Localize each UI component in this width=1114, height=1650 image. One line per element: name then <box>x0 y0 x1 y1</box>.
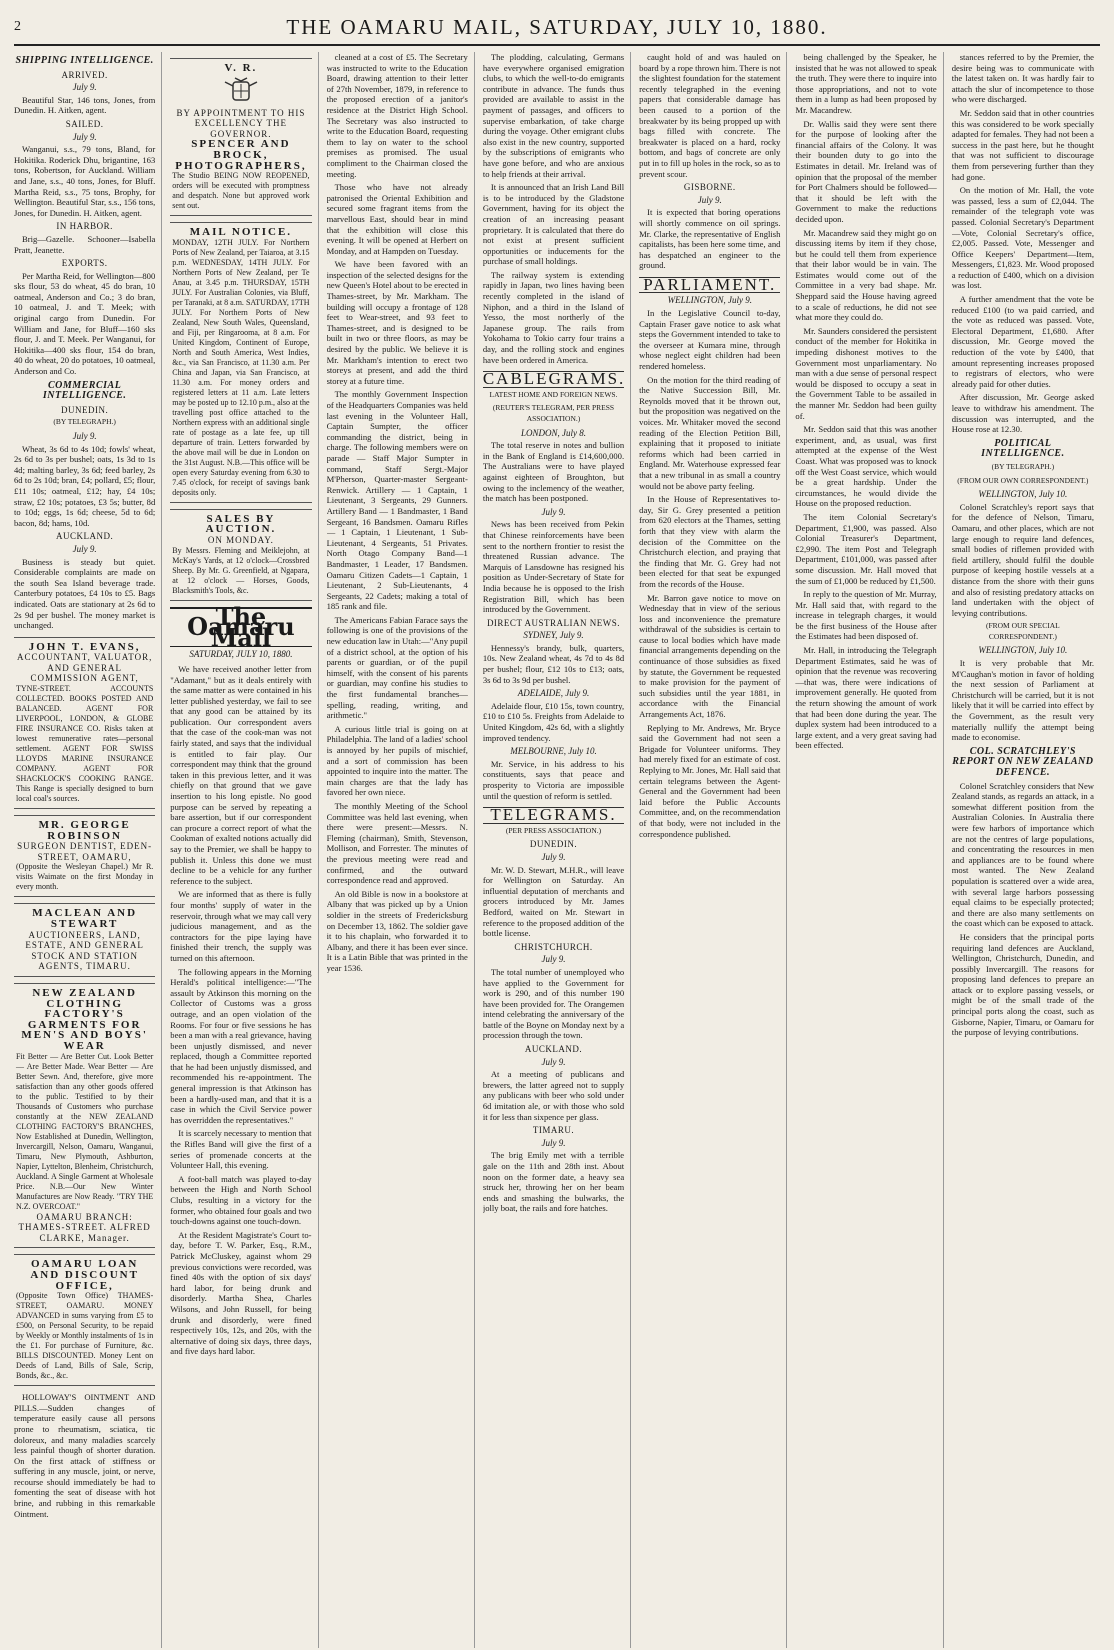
columns <box>14 52 1100 1648</box>
paragraph: Wanganui, s.s., 79 tons, Bland, for Hokitika. Roderick Dhu, brigantine, 163 tons, Robertson, for Auckland. William and Jane, s.s., 40 tons, Jones, for Bluff. Martha Reid, s.s., 75 tons, Brophy, for Wellington. Beautiful Star, s.s., 156 tons, Jones, for Dunedin. H. Aitken, agent. <box>14 144 156 218</box>
dateline: LONDON, July 8. <box>520 427 586 438</box>
subhead: TIMARU. <box>532 1125 575 1136</box>
masthead-date: SATURDAY, JULY 10, 1880. <box>189 649 293 660</box>
section-title: POLITICAL INTELLIGENCE. <box>981 437 1065 460</box>
advertisement <box>14 903 155 977</box>
advertisement <box>14 1254 155 1386</box>
byline: (PER PRESS ASSOCIATION.) <box>505 825 602 835</box>
dateline: SYDNEY, July 9. <box>523 630 584 641</box>
dateline: July 9. <box>72 543 97 554</box>
paragraph: In the Legislative Council to-day, Captain Fraser gave notice to ask what steps the Government intended to take to the overseer at Kumara mine, through whose neglect eight children had been rendered homeless. <box>639 308 781 372</box>
dateline: July 9. <box>72 131 97 142</box>
subheading: LATEST HOME AND FOREIGN NEWS. <box>489 389 618 399</box>
byline: (FROM OUR OWN CORRESPONDENT.) <box>957 475 1089 485</box>
advertisement <box>14 983 155 1248</box>
dateline: July 9. <box>541 506 566 517</box>
ad-body: By Messrs. Fleming and Meiklejohn, at McKay's Yards, at 12 o'clock—Crossbred Sheep. By Mr. G. Greenfield, at Ngapara, at 12 o'clock — Horses, Goods, Blacksmith's Tools, &c. <box>172 545 310 595</box>
paragraph: We have been favored with an inspection of the selected designs for the new Queen's Hotel about to be erected in Thames-street, by Mr. Markham. The building will occupy a frontage of 128 feet to Wear-street, and 93 feet to Thames-street, and is designed to be built in two or three floors, as may be desired by the public. We believe it is Mr. Markham's intention to erect two storeys at present, and add the third storey at a future time. <box>326 259 468 386</box>
ad-heading: MAIL NOTICE. <box>189 226 293 239</box>
dateline: July 9. <box>541 954 566 965</box>
paragraph: The Americans Fabian Farace says the following is one of the provisions of the new education law in Utah:—"Any pupil of a district school, at the option of his parents or guardian, or of the pupil himself, with the consent of his parents or guardian, may confine his studies to the first fundamental branches—spelling, reading, writing, and arithmetic." <box>326 614 468 721</box>
paragraph: Mr. Seddon said that in other countries this was considered to be work specially adapted for females. They had not been a success in the past here, but he thought that was not sufficient to discourage them from persevering further than they had gone. <box>951 107 1094 182</box>
paragraph: caught hold of and was hauled on board by a rope thrown him. There is not the slightest foundation for the statement recently telegraphed in the evening papers that considerable damage has been caused to a portion of the breakwater by its being propped up with bags filled with concrete. The breakwater is placed on a hard, rocky bottom, and bags of concrete are only put in to fill up holes in the rock, so as to prevent scour. <box>639 52 781 179</box>
page-title: THE OAMARU MAIL, SATURDAY, JULY 10, 1880. <box>286 14 828 39</box>
paragraph: Mr. Macandrew said they might go on discussing items by item if they chose, but he could tell them from experience that their labor would be in vain. The Estimates would come out of the Committee in a very bad shape. Mr. Sheppard said the House having agreed to a scale of reductions, he did not see what more they could do. <box>795 227 937 323</box>
dateline: July 9. <box>697 194 722 205</box>
paragraph: The total number of unemployed who have applied to the Government for work is 290, and of this number 190 have been provided for. The Orangemen intend celebrating the anniversary of the battle of the Boyne on Monday next by a procession through the town. <box>482 966 625 1041</box>
ad-subheading: AUCTIONEERS, LAND, ESTATE, AND GENERAL STOCK AND STATION AGENTS, TIMARU. <box>25 929 144 972</box>
paragraph: At a meeting of publicans and brewers, the latter agreed not to supply any publicans with beer who sold under 6d imitation ale, or with those who sold it for less than sixpence per glass. <box>482 1069 625 1122</box>
paragraph: Adelaide flour, £10 15s, town country, £10 to £10 5s. Freights from Adelaide to United Kingdom, 42s 6d, with a slightly improved tendency. <box>482 700 625 743</box>
paragraph: stances referred to by the Premier, the desire being was to communicate with the latest taken on. It was hardly fair to attach the slur of incompetence to those who were discharged. <box>951 52 1094 105</box>
section-title: CABLEGRAMS. <box>482 369 626 389</box>
column-7 <box>952 52 1100 1648</box>
paragraph: Hennessy's brandy, bulk, quarters, 10s. New Zealand wheat, 4s 7d to 4s 8d per bushel; flour, £12 10s to £13; oats, 3s 6d to 3s 9d per bushel. <box>482 642 625 685</box>
column-2 <box>170 52 318 1648</box>
paragraph: being challenged by the Speaker, he insisted that he was not allowed to speak the truth. They were there to inquire into those appropriations, and not to vote them in a lump as had been proposed by Mr. Macandrew. <box>795 52 937 115</box>
byline: (REUTER'S TELEGRAM, PER PRESS ASSOCIATION.) <box>492 403 615 423</box>
ad-subheading: OAMARU BRANCH: THAMES-STREET. ALFRED CLARKE, Manager. <box>18 1211 151 1243</box>
ad-body: (Opposite Town Office) THAMES-STREET, OAMARU. MONEY ADVANCED in sums varying from £5 to £500, on Personal Security, to be repaid by Weekly or Monthly instalments of 1s in the £1. For purchase of Furniture, &c. BILLS DISCOUNTED. Money Lent on Deeds of Land, Bills of Sale, Scrip, Bonds, &c., &c. <box>16 1291 154 1381</box>
byline: (BY TELEGRAPH.) <box>991 461 1055 471</box>
paragraph: Dr. Wallis said they were sent there for the purpose of looking after the financial affairs of the Colony. It was their bounden duty to go into the Estimates in detail. Mr. Ireland was of opinion that the proposal of the member for Port Chalmers should be followed—that it should be left with the Government to make the reductions decided upon. <box>795 118 937 224</box>
paragraph: The plodding, calculating, Germans have everywhere organised emigration clubs, to which the well-to-do emigrants contribute in advance. The funds thus provided are available to assist in the payment of passages, and officers to supervise embarkation, of take charge during the voyage. Other emigrant clubs also exist in the new country, supported by the subscriptions of emigrants who have gone before, and who are anxious to help friends at their arrival. <box>482 52 625 179</box>
section-title: SHIPPING INTELLIGENCE. <box>15 55 154 66</box>
ad-heading: MACLEAN AND STEWART <box>32 907 138 931</box>
paragraph: Business is steady but quiet. Considerable complaints are made on the south Sea Island beverage trade. Canterbury potatoes, £4 10s to £5. Bags indicated. Oats are stationary at 2s 6d to 2s 9d per bushel. The money market is unchanged. <box>14 556 156 631</box>
page-number: 2 <box>14 19 21 34</box>
ad-body: TYNE-STREET. ACCOUNTS COLLECTED. BOOKS POSTED AND BALANCED. AGENT FOR LIVERPOOL, LONDON, & GLOBE FIRE INSURANCE CO. Risks taken at lowest remunerative rates—personal settlement. AGENT FOR SWISS LLOYDS MARINE INSURANCE COMPANY. AGENT FOR SHACKLOCK'S COOKING RANGE. This Range is specially designed to burn local coal's sources. <box>16 684 154 804</box>
royal-crest-icon <box>221 76 261 106</box>
paragraph: Replying to Mr. Andrews, Mr. Bryce said the Government had not seen a Brigade for Volunteer uniforms. They had merely fixed for an estimate of cost. Replying to Mr. Jones, Mr. Hall said that certain telegrams between the Agent-General and the Government had been laid before the Public Accounts Committee, and, on the recommendation of that body, were not included in the correspondence published. <box>639 722 781 839</box>
paragraph: It is scarcely necessary to mention that the Rifles Band will give the first of a series of promenade concerts at the Volunteer Hall, this evening. <box>170 1128 312 1171</box>
paragraph: Colonel Scratchley's report says that for the defence of Nelson, Timaru, Oamaru, and other places, which are not large enough to require land defences, small bodies of riflemen provided with field artillery, should fulfil the double purpose of keeping hostile vessels at a distance from the shore with their guns and also of resisting predatory attacks on land undertaken with the object of levying contributions. <box>951 501 1094 618</box>
advertisement <box>170 509 311 601</box>
subhead: DIRECT AUSTRALIAN NEWS. <box>486 617 621 628</box>
paragraph: In reply to the question of Mr. Murray, Mr. Hall said that, with regard to the increase in telegraph charges, it would be the first business of the House after the Estimates had been disposed of. <box>795 589 937 642</box>
paragraph: News has been received from Pekin that Chinese reinforcements have been sent to the northern frontier to resist the threatened Russian advance. The Marquis of Lansdowne has resigned his position as Under-Secretary of State for India because he is opposed to the Irish Registration Bill, which has been introduced by the Government. <box>482 519 625 615</box>
column-3 <box>327 52 475 1648</box>
dateline: WELLINGTON, July 10. <box>978 645 1068 656</box>
paragraph: The monthly Government Inspection of the Headquarters Companies was held last evening in the Volunteer Hall, Captain Sumpter, the officer commanding the district, being in charge. The following members were on parade — Staff Major Sumpter in command, Staff Sergt.-Major M'Pherson, Quarter-master Sergeant-Renwick. Artillery — 1 Captain, 1 Lieutenant, 3 Sergeants, 29 Gunners. Artillery Band — 1 Bandmaster, 1 Band Sergeant, 16 Bandsmen. Oamaru Rifles — 1 Captain, 1 Lieutenant, 1 Sub-Lieutenant, 4 Sergeants, 51 Privates. North Otago Company Band—1 Bandmaster, 1 Leader, 17 Bandsmen. Oamaru Citizen Cadets—1 Captain, 1 Lieutenant, 2 Sub-Lieutenants, 4 Sergeants, 22 Cadets; making a total of 185 rank and file. <box>326 389 468 612</box>
ad-heading: JOHN T. EVANS, <box>28 640 141 653</box>
paragraph: The item Colonial Secretary's Department, £1,900, was passed. Also Colonial Treasurer's Department, £2,990. The item Post and Telegraph Department, £101,000, was passed after some discussion. Mr. Hall moved that the sum of £1,000 be reduced by £1,500. <box>795 511 937 586</box>
ad-heading: SALES BY AUCTION. <box>205 512 277 536</box>
column-4 <box>483 52 631 1648</box>
paragraph: On the motion of Mr. Hall, the vote was passed, less a sum of £2,044. The remainder of the telegraph vote was passed. Colonial Secretary's Department—Vote, Colonial Secretary's office, £2,005. Passed. Vote, Messenger and Office Keepers' Department—Item, Messengers, £1,823. Mr. Wood proposed a reduction of £400, which on a division was lost. <box>951 185 1094 291</box>
dateline: MELBOURNE, July 10. <box>510 746 597 757</box>
ad-heading: MR. GEORGE ROBINSON <box>38 819 131 842</box>
advertisement <box>170 222 311 503</box>
ad-body: MONDAY, 12TH JULY. For Northern Ports of New Zealand, per Taiaroa, at 3.15 p.m. WEDNESDAY, 14TH JULY. For Northern Ports of New Zealand, per Te Anau, at 3.45 p.m. THURSDAY, 15TH JULY. For Australian Colonies, via Bluff, per Taranaki, at 8 a.m. SATURDAY, 17TH JULY. For Northern Ports of New Zealand, New South Wales, Queensland, and Fiji, per Ringarooma, at 8 a.m. For United Kingdom, Continent of Europe, North and South America, West Indies, &c., via San Francisco, at 11.30 a.m. Per China and Japan, via San Francisco, at 11.30 a.m. For money orders and registered letters at 11 a.m. Late letters may be posted up to 12.10 p.m., also at the travelling post office attached to the Northern express with an additional single rate of postage as a late fee, up till departure of train. Letters forwarded by the above mail will be due in London on the 31st August. N.B.—This office will be open every Saturday evening from 6.30 to 7.45 o'clock, for receipt of savings bank deposits only. <box>172 237 310 497</box>
ad-heading: OAMARU LOAN AND DISCOUNT OFFICE, <box>30 1258 139 1292</box>
dateline: July 9. <box>72 431 97 441</box>
paragraph: We have received another letter from "Adamant," but as it deals entirely with the same matter as were contained in his letter published yesterday, we fail to see that any good can be attained by its publication. Our correspondent avers that the case of the cook-man was not fairly stated, and says that the individual is entitled to fair play. Our correspondent may think that the ground taken in this previous letter, and it was chiefly on that ground that we gave insertion to his long epistle. No good purpose can be served by repeating a bare assertion, but if our correspondent can procure a correct report of what the Cookman of exalted notions actually did say to the Premier, we shall be happy to publish it. Unless this done we must decline to be a vehicle for any further reference to the subject. <box>170 663 312 886</box>
paragraph: Mr. Service, in his address to his constituents, says that peace and prosperity to Victoria are impossible until the question of reform is settled. <box>482 758 625 801</box>
ad-body: Fit Better — Are Better Cut. Look Better — Are Better Made. Wear Better — Are Better Sewn. And, therefore, give more satisfaction than any other goods offered to the public. Testified to by their Thousands of Customers who purchase constantly at the NEW ZEALAND CLOTHING FACTORY'S BRANCHES, Now Established at Dunedin, Wellington, Invercargill, Nelson, Oamaru, Wanganui, Timaru, New Plymouth, Ashburton, Napier, Lyttelton, Blenheim, Christchurch, Auckland. A Single Garment at Wholesale Price. N.B.—Our New Winter Manufactures are Now Ready. "TRY THE N.Z. OVERCOAT." <box>16 1051 154 1211</box>
section-title: PARLIAMENT. <box>639 277 780 294</box>
ad-body: The Studio BEING NOW REOPENED, orders will be executed with promptness and despatch. None but approved work sent out. <box>172 171 310 211</box>
paragraph: Mr. W. D. Stewart, M.H.R., will leave for Wellington on Saturday. An influential deputation of merchants and grocers introduced by Mr. James Bedford, waited on Mr. Stewart in reference to the proposed addition of the bottle license. <box>482 864 625 939</box>
dateline: WELLINGTON, July 10. <box>978 489 1068 500</box>
ad-subheading: ON MONDAY. <box>207 534 274 545</box>
advertisement <box>170 58 311 216</box>
dateline: July 9. <box>541 851 566 862</box>
dateline: July 9. <box>541 1056 566 1067</box>
paragraph: Colonel Scratchley considers that New Zealand stands, as regards an attack, in a somewhat different position from the Australian Colonies. In Australia there were few harbors of importance which are not the centres of large populations, and concentrating the resources in men and appliances are to be found where most wanted. The New Zealand population is scattered over a wide area, with several large harbors possessing equal claims to be especially protected; and there are also many settlements on the coast which can be exposed to attack. <box>951 780 1094 929</box>
paragraph: Mr. Seddon said that this was another experiment, and, as usual, was first attempted at the expense of the West Coast. What was proposed was to knock off the West Coast service, which would be a great hardship. Under the circumstances, he would divide the House on the proposed reduction. <box>795 424 937 509</box>
advertisement <box>14 637 155 809</box>
paragraph: The following appears in the Morning Herald's political intelligence:—"The assault by Atkinson this morning on the Collector of Customs was a gross outrage, and an open violation of the Rooms. For four or five sessions he has been a man with a real grievance, having been unjustly dismissed, and never replaced, though a Committee reported that he had been unjustly dismissed, and recommended his re-appointment. The general impression is that Atkinson has been a hardly-used man, and that it is a case in which the Civil Service power has overridden the representatives." <box>170 966 312 1125</box>
column-6 <box>795 52 943 1648</box>
paragraph: A further amendment that the vote be reduced £100 (to wa paid carried, and the vote as reduced was passed. Vote, Electoral Department, £1,680. After discussion, Mr. George moved the reduction of the vote by £400, that amount representing increases proposed to registrars of electors, who were already paid for other duties. <box>951 294 1094 389</box>
subhead: CHRISTCHURCH. <box>514 941 593 952</box>
ad-body: (Opposite the Wesleyan Chapel.) Mr R. visits Waimate on the first Monday in every month. <box>16 862 154 892</box>
subhead: AUCKLAND. <box>524 1044 583 1055</box>
paragraph: Mr. Hall, in introducing the Telegraph Department Estimates, said he was of opinion that the revenue was recovering—that was, there were indications of improvement generally. He quoted from the return showing the amount of work that had been done during the year. The duplex system had been introduced to a large extent, and a very great saving had been effected. <box>795 645 937 751</box>
subhead: EXPORTS. <box>61 258 108 269</box>
paragraph: We are informed that as there is fully four months' supply of water in the reservoir, through what we may call very judicious management, and as the contractors for the pipe laying have finished their trench, the supply was turned on this afternoon. <box>170 889 312 963</box>
dateline: WELLINGTON, July 9. <box>667 295 752 306</box>
column-5 <box>639 52 787 1648</box>
subhead: GISBORNE. <box>683 182 736 193</box>
paragraph: A curious little trial is going on at Philadelphia. The land of a ladies' school is annoyed by her pupils of mischief, and a sort of commission has been appointed to inquire into the matter. The main charges are that the lady has favored her own niece. <box>326 723 468 798</box>
paragraph: The monthly Meeting of the School Committee was held last evening, when there were present:—Messrs. N. Fleming (chairman), Smith, Stevenson, Mollison, and Forrester. The minutes of the previous meeting were read and confirmed, and the outward correspondence read and approved. <box>326 800 468 886</box>
newspaper-masthead: The Oamaru Mail <box>170 607 311 648</box>
paragraph: A foot-ball match was played to-day between the High and North School Clubs, resulting in a victory for the former, who obtained four goals and two touch-downs against one touch-down. <box>170 1173 312 1227</box>
column-1 <box>14 52 162 1648</box>
section-title: TELEGRAMS. <box>483 807 624 824</box>
paragraph: Wheat, 3s 6d to 4s 10d; fowls' wheat, 2s 6d to 3s per bushel; oats, 1s 3d to 1s 4d; malting barley, 3s 6d; feed barley, 2s 6d to 2s 10d; bran, £4; pollard, £5; flour, £11 10s; oatmeal, £12; hay, £4 10s; straw, £2 10s; potatoes, £3 5s; butter, 8d to 10d; eggs, 1s 6d; cheese, 5d to 6d; bacon, 8d; hams, 10d. <box>14 443 156 528</box>
subhead: SAILED. <box>65 118 104 129</box>
dateline: July 9. <box>72 82 97 93</box>
paragraph: On the motion for the third reading of the Native Succession Bill, Mr. Reynolds moved that it be thrown out, but the proposition was negatived on the voices. Mr. Whitaker moved the second reading of the Election Petition Bill, explaining that it proposed to initiate reforms which had been carried in England. Mr. Waterhouse expressed fear that a new tribunal in as small a country would not be above party feeling. <box>639 374 781 491</box>
ad-subheading: SURGEON DENTIST, EDEN-STREET, OAMARU, <box>17 841 153 862</box>
subhead: AUCKLAND. <box>56 531 114 542</box>
page-header <box>14 10 1100 46</box>
paragraph: An old Bible is now in a bookstore at Albany that was picked up by a Union soldier in the streets of Fredericksburg on December 13, 1862. The soldier gave it to his chaplain, who forwarded it to Albany, and there it has been ever since. It is a Latin Bible that was printed in the year 1536. <box>326 888 468 973</box>
ad-heading: NEW ZEALAND CLOTHING FACTORY'S GARMENTS FOR MEN'S AND BOYS' WEAR <box>21 987 148 1052</box>
subhead: IN HARBOR. <box>56 221 113 232</box>
section-title: COL. SCRATCHLEY'S REPORT ON NEW ZEALAND DEFENCE. <box>952 745 1094 778</box>
paragraph: Per Martha Reid, for Wellington—800 sks flour, 53 do wheat, 45 do bran, 10 oatmeal, Anderson and Co.; 3 do bran, 10 oatmeal, J. and T. Meek; with original cargo from Dunedin. For William and Jane, for Bluff—160 sks flour, J. and T. Meek. Per Wanganui, for Hokitika—400 sks flour, 154 do bran, 40 do wheat, 20 do potatoes, 10 oatmeal, Anderson and Co. <box>14 270 156 377</box>
paragraph: It is announced that an Irish Land Bill is to be introduced by the Gladstone Government, having for its object the creation of an increasing peasant proprietary. It is calculated that there do not exist at present sufficient opportunities or inducements for the purchase of small holdings. <box>482 182 625 267</box>
paragraph: Mr. Barron gave notice to move on Wednesday that in view of the serious loss and inconvenience the premature withdrawal of the subsidies is certain to cause to local bodies which have made financial arrangements depending on the continuance of those subsidies as fixed by statute, the Government be requested to make provision for the payment of such subsidies until the year 1881, in accordance with the Financial Arrangements Act, 1876. <box>639 592 781 720</box>
paragraph: Those who have not already patronised the Oriental Exhibition and secured some fragrant items from the marvellous East, should bear in mind that the exhibition will close this evening. It will be opened at Herbert on Monday, and at Hampden on Tuesday. <box>326 182 468 256</box>
paragraph: The railway system is extending rapidly in Japan, two lines having been recently completed in the island of Niphon, and a third in the Island of Yesso, the most northerly of the Japanese group. The rails from Yokohama to Tokio carry four trains a day, and the rolling stock and engines have been ordered in America. <box>482 269 625 365</box>
ad-heading: SPENCER AND BROCK, PHOTOGRAPHERS, <box>175 138 307 172</box>
section-title: COMMERCIAL INTELLIGENCE. <box>42 379 127 402</box>
paragraph: It is very probable that Mr. M'Caughan's motion in favor of holding the next session of Parliament at Christchurch will be carried, but it is not likely that it will be carried into effect by the Government, as the result very materially nullify the attempt being made to economise. <box>951 658 1094 743</box>
advertisement <box>14 815 155 897</box>
subhead: DUNEDIN. <box>529 839 578 850</box>
paragraph: cleaned at a cost of £5. The Secretary was instructed to write to the Education Board, drawing attention to their letter of 27th November, 1879, in reference to the proposed erection of a janitor's residence at the District High School. The Secretary was also instructed to write to the Education Board, requesting them to lay on water to the school premises as promised. The usual compliment to the Chairman closed the meeting. <box>326 52 468 179</box>
byline: (FROM OUR SPECIAL CORRESPONDENT.) <box>985 621 1060 641</box>
paragraph: Brig—Gazelle. Schooner—Isabella Pratt, Jeanette. <box>14 233 156 255</box>
ad-heading: V. R. <box>224 62 258 74</box>
subhead: ARRIVED. <box>61 69 108 80</box>
paragraph: HOLLOWAY'S OINTMENT AND PILLS.—Sudden changes of temperature easily cause all persons prone to rheumatism, sciatica, tic doloreux, and many maladies scarcely less painful though of shorter duration. On the first attack of stiffness or suffering in any muscle, joint, or nerve, recourse should immediately be had to fomenting the seat of disease with hot brine, and rubbing in this remarkable Ointment. <box>14 1392 156 1519</box>
paragraph: It is expected that boring operations will shortly commence on oil springs. Mr. Clarke, the representative of English capitalists, has been here some time, and has despatched an engineer to the ground. <box>639 207 781 271</box>
paragraph: He considers that the principal ports requiring land defences are Auckland, Wellington, Christchurch, Dunedin, and possibly Invercargill. The reasons for proposing land defences to prepare an attack or to explore passing vessels, or might be of the small trade of the principal ports along the coast, such as Gisborne, Napier, Timaru, or Oamaru for the purpose of levying contributions. <box>951 931 1094 1038</box>
paragraph: In the House of Representatives to-day, Sir G. Grey presented a petition from 620 electors at the Thames, setting forth that they view with alarm the decision of the Committee on the Christchurch election, and praying that the finding that Mr. G. Grey had not been elected for that seat be expunged from the records of the House. <box>639 494 781 589</box>
ad-subheading: BY APPOINTMENT TO HIS EXCELLENCY THE GOVERNOR. <box>176 107 306 139</box>
paragraph: At the Resident Magistrate's Court to-day, before T. W. Parker, Esq., R.M., Patrick McCluskey, against whom 29 previous convictions were recorded, was fined 40s with the option of six days' hard labor, for being drunk and disorderly. Martha Shea, Charles Wilsons, and John Russell, for being drunk and disorderly, were fined respectively 10s, 12s, and 20s, with the alternative of doing six days, three days, and five days hard labor. <box>170 1229 312 1357</box>
paragraph: Mr. Saunders considered the persistent conduct of the member for Hokitika in impeding dishonest motives to the Government most unparliamentary. No man with a due sense of personal respect would be disposed to occupy a seat in the Government Table to be assailed in the manner Mr. Seddon had been guilty of. <box>795 325 937 421</box>
byline: (BY TELEGRAPH.) <box>53 417 116 427</box>
subhead: DUNEDIN. <box>61 404 109 415</box>
dateline: ADELAIDE, July 9. <box>517 688 590 699</box>
dateline: July 9. <box>541 1137 566 1148</box>
paragraph: The brig Emily met with a terrible gale on the 11th and 28th inst. About noon on the former date, a heavy sea struck her, throwing her on her beam ends and smashing the bulwarks, the jolly boat, the rails and fore hatches. <box>482 1150 625 1214</box>
paragraph: Beautiful Star, 146 tons, Jones, from Dunedin. H. Aitken, agent. <box>14 94 156 116</box>
paragraph: After discussion, Mr. George asked leave to withdraw his amendment. The discussion was interrupted, and the House rose at 12.30. <box>951 392 1094 435</box>
ad-subheading: ACCOUNTANT, VALUATOR, AND GENERAL COMMISSION AGENT, <box>16 652 153 684</box>
paragraph: The total reserve in notes and bullion in the Bank of England is £14,600,000. The Australians were to have played against eighteen of Broughton, but owing to the inclemency of the weather, the match has been postponed. <box>482 440 625 504</box>
